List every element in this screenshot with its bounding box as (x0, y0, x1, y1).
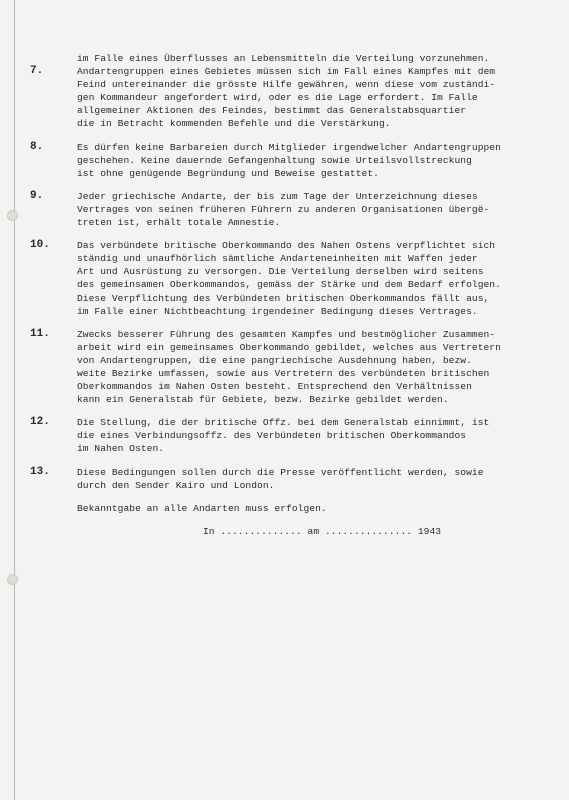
clause-number: 7. (30, 65, 44, 78)
text-line: ist ohne genügende Begründung und Beweise gestattet. (77, 167, 379, 179)
page-margin-line (14, 0, 15, 800)
text-line: von Andartengruppen, die eine pangriechische Ausdehnung haben, bezw. (77, 354, 472, 366)
text-line: Diese Bedingungen sollen durch die Presse veröffentlicht werden, sowie (77, 466, 484, 478)
signature-line (30, 525, 550, 538)
clause-9 (30, 190, 550, 229)
text-line: treten ist, erhält totale Amnestie. (77, 217, 281, 229)
text-line: gen Kommandeur angefordert wird, oder es die Lage erfordert. Im Falle (77, 92, 478, 104)
text-line: weite Bezirke umfassen, sowie aus Vertretern des verbündeten britischen (77, 367, 490, 379)
text-line: allgemeiner Aktionen des Feindes, bestimmt das Generalstabsquartier (77, 105, 467, 117)
text-line: durch den Sender Kairo und London. (77, 479, 275, 491)
clause-number: 9. (30, 189, 44, 202)
punch-hole (7, 574, 18, 585)
text-line: arbeit wird ein gemeinsames Oberkommando gebildet, welches aus Vertretern (77, 341, 501, 353)
clause-12 (30, 416, 550, 455)
text-line: ständig und unaufhörlich sämtliche Andarteneinheiten mit Waffen jeder (77, 253, 478, 265)
text-line: die in Betracht kommenden Befehle und die Verstärkung. (77, 118, 391, 130)
text-line: Die Stellung, die der britische Offz. bei dem Generalstab einnimmt, ist (77, 417, 490, 429)
clause-8 (30, 141, 550, 180)
punch-hole (7, 210, 18, 221)
text-line: Vertrages von seinen früheren Führern zu anderen Organisationen übergë- (77, 203, 490, 215)
text-line: Zwecks besserer Führung des gesamten Kampfes und bestmöglicher Zusammen- (77, 328, 496, 340)
text-line: Oberkommandos im Nahen Osten besteht. Entsprechend den Verhältnissen (77, 381, 472, 393)
clause-number: 11. (30, 327, 50, 340)
text-line: Diese Verpflichtung des Verbündeten britischen Oberkommandos fällt aus, (77, 292, 490, 304)
text-line: im Falle einer Nichtbeachtung irgendeiner Bedingung dieses Vertrages. (77, 305, 478, 317)
intro-paragraph (30, 52, 550, 65)
text-line: im Falle eines Überflusses an Lebensmitteln die Verteilung vorzunehmen. (77, 53, 490, 64)
clause-number: 10. (30, 239, 50, 252)
clause-13 (30, 466, 550, 492)
text-line: des gemeinsamen Oberkommandos, gemäss der Stärke und dem Bedarf erfolgen. (77, 279, 501, 291)
text-line: die eines Verbindungsoffz. des Verbündeten britischen Oberkommandos (77, 430, 467, 442)
text-line: Es dürfen keine Barbareien durch Mitglieder irgendwelcher Andartengruppen (77, 141, 501, 153)
text-line: kann ein Generalstab für Gebiete, bezw. Bezirke gebildet werden. (77, 394, 449, 406)
text-line: Jeder griechische Andarte, der bis zum Tage der Unterzeichnung dieses (77, 190, 478, 202)
text-line: Art und Ausrüstung zu versorgen. Die Verteilung derselben wird seitens (77, 266, 484, 278)
text-line: Das verbündete britische Oberkommando des Nahen Ostens verpflichtet sich (77, 240, 496, 252)
clause-7 (30, 65, 550, 130)
clause-10 (30, 239, 550, 318)
clause-11 (30, 328, 550, 407)
clause-number: 12. (30, 416, 50, 429)
text-line: Feind untereinander die grösste Hilfe gewähren, wenn diese vom zuständi- (77, 79, 496, 91)
document-body (30, 52, 550, 538)
text-line: im Nahen Osten. (77, 443, 165, 455)
text-line: geschehen. Keine dauernde Gefangenhaltung sowie Urteilsvollstreckung (77, 154, 472, 166)
clause-number: 8. (30, 140, 44, 153)
place-date-line: In .............. am ............... 1943 (203, 525, 442, 537)
text-line: Andartengruppen eines Gebietes müssen sich im Fall eines Kampfes mit dem (77, 66, 496, 78)
closing-statement (30, 502, 550, 515)
closing-text: Bekanntgabe an alle Andarten muss erfolgen. (77, 502, 327, 514)
clause-number: 13. (30, 465, 50, 478)
